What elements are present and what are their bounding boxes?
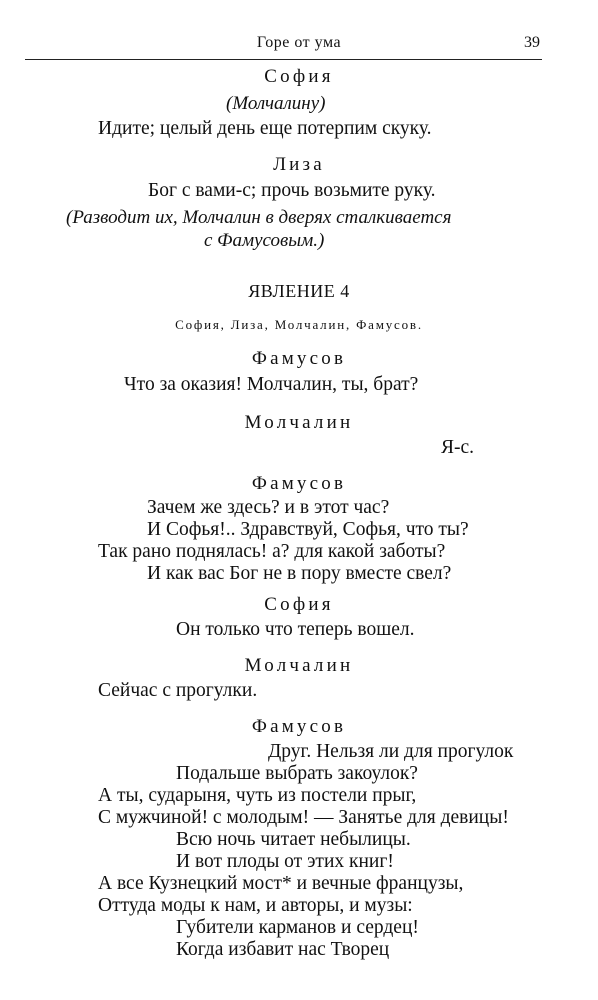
verse-line: Всю ночь читает небылицы. <box>176 829 411 850</box>
verse-line: А ты, сударыня, чуть из постели прыг, <box>98 785 417 806</box>
verse-line: Что за оказия! Молчалин, ты, брат? <box>124 374 419 395</box>
header-rule <box>25 59 542 60</box>
verse-line: Губители карманов и сердец! <box>176 917 419 938</box>
verse-line: Идите; целый день еще потерпим скуку. <box>98 118 432 139</box>
speaker-name: София <box>264 66 334 87</box>
stage-direction: (Разводит их, Молчалин в дверях сталкивается <box>66 207 452 228</box>
verse-line: Он только что теперь вошел. <box>176 619 415 640</box>
speaker-name: Фамусов <box>251 716 347 737</box>
page-number: 39 <box>524 34 540 51</box>
verse-line: Зачем же здесь? и в этот час? <box>147 497 390 518</box>
verse-line: Друг. Нельзя ли для прогулок <box>268 741 514 762</box>
verse-line: Бог с вами-с; прочь возьмите руку. <box>148 180 436 201</box>
speaker-name: Молчалин <box>244 655 354 676</box>
verse-line: Оттуда моды к нам, и авторы, и музы: <box>98 895 413 916</box>
verse-line: Я-с. <box>441 437 475 458</box>
stage-direction: (Молчалину) <box>226 93 326 114</box>
verse-line: И вот плоды от этих книг! <box>176 851 394 872</box>
verse-line: Сейчас с прогулки. <box>98 680 258 701</box>
verse-line: Когда избавит нас Творец <box>176 939 390 960</box>
verse-line: Подальше выбрать закоулок? <box>176 763 418 784</box>
verse-line: Так рано поднялась! а? для какой заботы? <box>98 541 446 562</box>
verse-line: И как вас Бог не в пору вместе свел? <box>147 563 452 584</box>
running-title: Горе от ума <box>256 34 342 51</box>
cast-list: София, Лиза, Молчалин, Фамусов. <box>175 317 423 332</box>
speaker-name: Молчалин <box>244 412 354 433</box>
speaker-name: София <box>264 594 334 615</box>
verse-line: И Софья!.. Здравствуй, Софья, что ты? <box>147 519 469 540</box>
speaker-name: Фамусов <box>251 348 347 369</box>
verse-line: А все Кузнецкий мост* и вечные французы, <box>98 873 464 894</box>
stage-direction: с Фамусовым.) <box>204 230 325 251</box>
speaker-name: Фамусов <box>251 473 347 494</box>
speaker-name: Лиза <box>273 154 325 175</box>
verse-line: С мужчиной! с молодым! — Занятье для девицы! <box>98 807 509 828</box>
scene-title: ЯВЛЕНИЕ 4 <box>248 281 350 301</box>
